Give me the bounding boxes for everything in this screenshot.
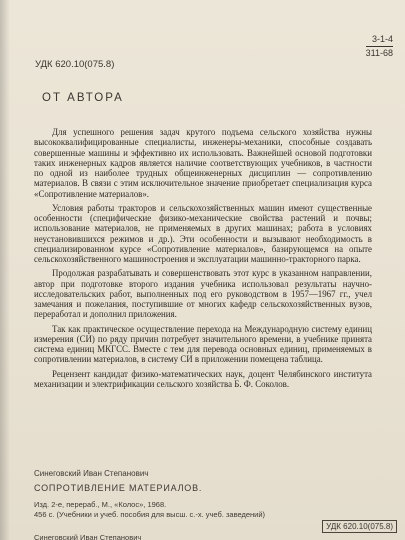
classification-code (366, 33, 393, 59)
classification-code-bottom: 311-68 (365, 48, 393, 58)
udk-index-bottom: УДК 620.10(075.8) (322, 520, 397, 533)
udk-index-top: УДК 620.10(075.8) (35, 59, 115, 70)
cut-off-text: Синеговский Иван Степанович (34, 533, 142, 540)
paragraph: Для успешного решения задач крутого подъема сельского хозяйства нужны высококвалифицированные специалисты, инженеры-механики, способные создавать совершенные машины и эффективно их использовать. Важнейшей основой подготовки таких инженерных кадров является наличие соответствующих учебников, в частности по одной из наиболее трудных общеинженерных дисциплин — сопротивлению материалов. В связи с этим исключительное значение приобретает специализация курса «Сопротивление материалов». (34, 127, 372, 199)
paragraph: Рецензент кандидат физико-математических наук, доцент Челябинского института механизации и электрификации сельского хозяйства Б. Ф. Соколов. (34, 368, 372, 389)
page-title: ОТ АВТОРА (42, 92, 124, 104)
spine-shadow (0, 0, 10, 540)
classification-code-top: 3-1-4 (366, 33, 393, 47)
paragraph: Продолжая разрабатывать и совершенствовать этот курс в указанном направлении, автор при подготовке второго издания учебника использовал результаты научно-исследовательских работ, выполненных под его руководством в 1957—1967 гг., учел замечания и пожелания, поступившие от многих кафедр сельскохозяйственных вузов, переработал и дополнил приложения. (34, 268, 372, 320)
imprint-author: Синеговский Иван Степанович (34, 469, 149, 478)
imprint-edition: Изд. 2-е, перераб., М., «Колос», 1968. (34, 500, 167, 509)
imprint-title: СОПРОТИВЛЕНИЕ МАТЕРИАЛОВ. (34, 483, 203, 493)
preface-body (34, 127, 372, 393)
paragraph: Условия работы тракторов и сельскохозяйственных машин имеют существенные особенности (специфические физико-механические свойства растений и почвы; использование материалов, не применяемых в других машинах; работа в условиях неустановившихся режимов и др.). Эти особенности и вызывают необходимость в специализированном курсе «Сопротивление материалов», базирующемся на опыте сельскохозяйственного машиностроения и эксплуатации машинно-тракторного парка. (34, 202, 372, 264)
imprint-pages: 456 с. (Учебники и учеб. пособия для высш. с.-х. учеб. заведений) (34, 510, 266, 519)
bibliographic-imprint (34, 468, 379, 520)
cut-off-text-line (34, 533, 294, 540)
paragraph: Так как практическое осуществление перехода на Международную систему единиц измерения (СИ) по ряду причин потребует значительного времени, в учебнике принята система единиц МКГСС. Вместе с тем для перевода основных единиц, применяемых в сопротивлении материалов, в систему СИ в приложении помещена таблица. (34, 323, 372, 365)
